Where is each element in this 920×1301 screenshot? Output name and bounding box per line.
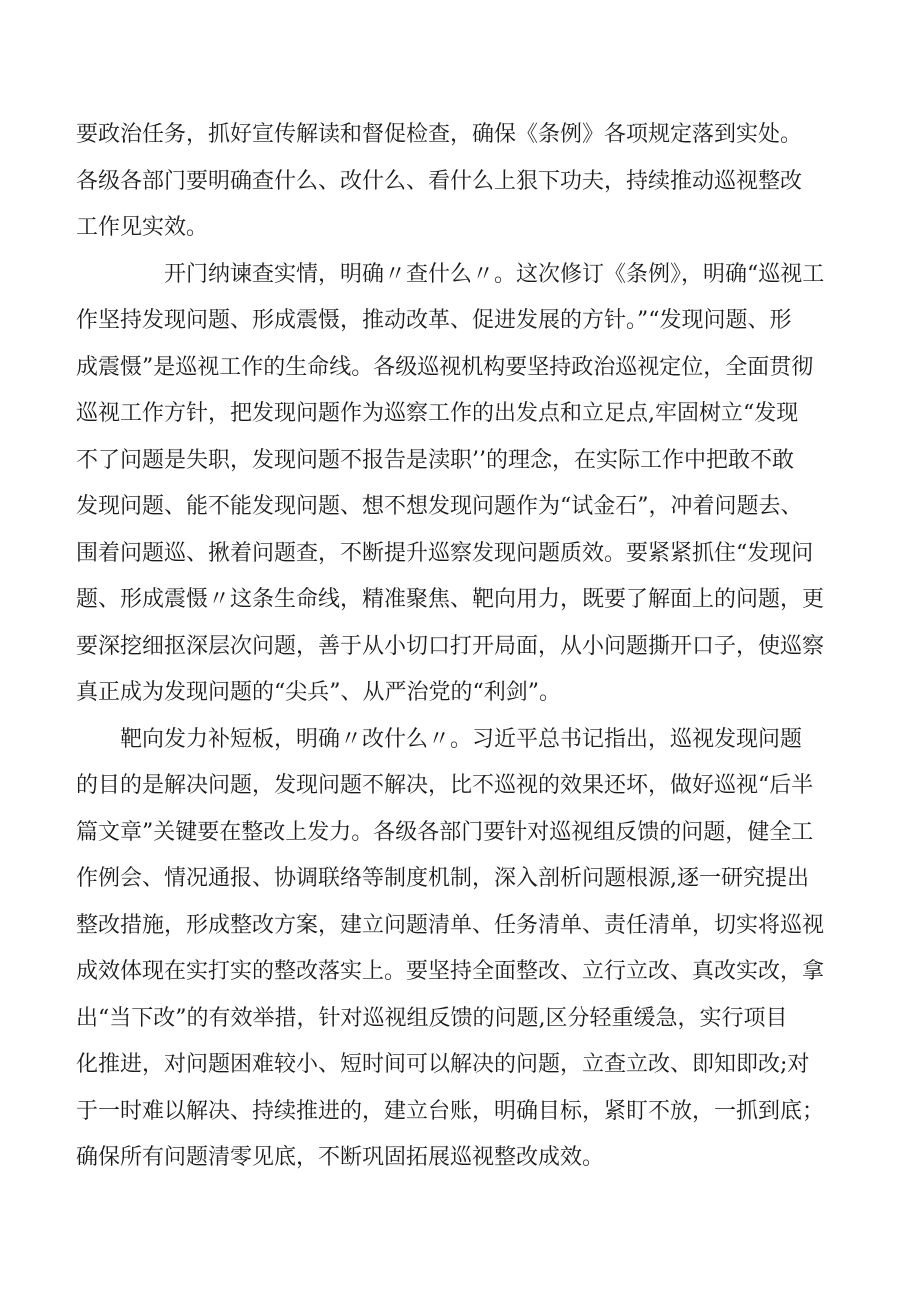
- text-line: 成效体现在实打实的整改落实上。要坚持全面整改、立行立改、真改实改，拿: [76, 959, 825, 984]
- text-line: 作例会、情况通报、协调联络等制度机制，深入剖析问题根源,逐一研究提出: [76, 866, 809, 891]
- paragraph-1: [76, 112, 866, 252]
- text-line: 化推进，对问题困难较小、短时间可以解决的问题，立查立改、即知即改;对: [76, 1052, 810, 1077]
- paragraph-2: [76, 252, 866, 717]
- text-line: 篇文章”关键要在整改上发力。各级各部门要针对巡视组反馈的问题，健全工: [76, 819, 814, 845]
- text-line: 出“当下改”的有效举措，针对巡视组反馈的问题,区分轻重缓急，实行项目: [76, 1005, 788, 1031]
- text-line: 成震慑”是巡视工作的生命线。各级巡视机构要坚持政治巡视定位，全面贯彻: [76, 354, 814, 380]
- text-line: 各级各部门要明确查什么、改什么、看什么上狠下功夫，持续推动巡视整改: [76, 168, 803, 194]
- text-line: 题、形成震慑〃这条生命线，精准聚焦、靶向用力，既要了解面上的问题，更: [76, 587, 825, 612]
- text-line: 真正成为发现问题的“尖兵”、从严治党的“利剑”。: [76, 680, 561, 705]
- text-line: 于一时难以解决、持续推进的，建立台账，明确目标，紧盯不放，一抓到底；: [76, 1098, 825, 1124]
- text-line: 的目的是解决问题，发现问题不解决，比不巡视的效果还坏，做好巡视“后半: [76, 773, 814, 798]
- text-line: 巡视工作方针，把发现问题作为巡察工作的出发点和立足点,牢固树立“发现: [76, 401, 799, 426]
- text-line: 工作见实效。: [76, 215, 209, 240]
- text-line: 整改措施，形成整改方案，建立问题清单、任务清单、责任清单，切实将巡视: [76, 912, 825, 938]
- paragraph-3: [76, 717, 866, 1182]
- text-line: 围着问题巡、揪着问题查，不断提升巡察发现问题质效。要紧紧抓住“发现问: [76, 540, 814, 566]
- text-line: 发现问题、能不能发现问题、想不想发现问题作为“试金石”，冲着问题去、: [76, 494, 803, 519]
- text-line: 确保所有问题清零见底，不断巩固拓展巡视整改成效。: [76, 1145, 605, 1170]
- text-line: 要深挖细抠深层次问题，善于从小切口打开局面，从小问题撕开口子，使巡察: [76, 633, 825, 659]
- text-line: 开门纳谏查实情，明确〃查什么〃。这次修订《条例》，明确“巡视工: [164, 261, 825, 287]
- text-line: 靶向发力补短板，明确〃改什么〃。习近平总书记指出，巡视发现问题: [120, 726, 803, 752]
- text-line: 作坚持发现问题、形成震慑，推动改革、促进发展的方针。”“发现问题、形: [76, 308, 792, 333]
- text-line: 要政治任务，抓好宣传解读和督促检查，确保《条例》各项规定落到实处。: [76, 122, 803, 147]
- text-line: 不了问题是失职，发现问题不报告是渎职’’的理念，在实际工作中把敢不敢: [76, 447, 794, 473]
- document-body: [76, 112, 866, 1182]
